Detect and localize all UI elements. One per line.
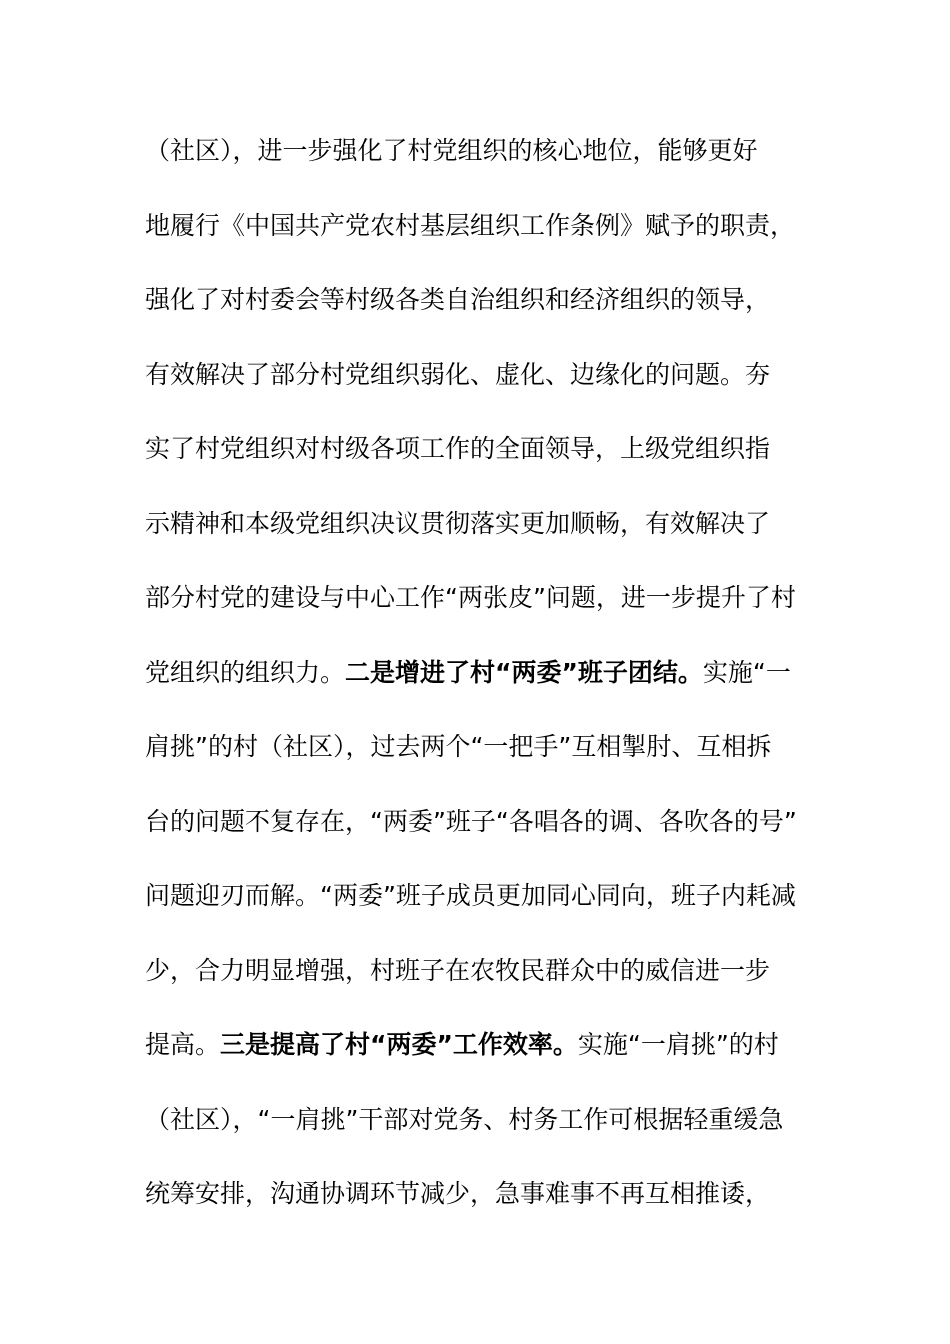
text-line	[145, 426, 810, 501]
text-run: （社区），“一肩挑”干部对党务、村务工作可根据轻重缓急	[145, 1104, 784, 1134]
body-text	[145, 128, 810, 1246]
text-line	[145, 203, 810, 278]
text-run: 部分村党的建设与中心工作“两张皮”问题，进一步提升了村	[145, 583, 796, 612]
text-line	[145, 799, 810, 874]
text-line	[145, 277, 810, 352]
text-line	[145, 128, 810, 203]
text-run: 提高。	[145, 1030, 221, 1059]
text-line	[145, 501, 810, 576]
text-run: 问题迎刃而解。“两委”班子成员更加同心同向，班子内耗减	[145, 881, 796, 910]
text-run: 统筹安排，沟通协调环节减少，急事难事不再互相推诿，	[145, 1179, 771, 1208]
text-run: 示精神和本级党组织决议贯彻落实更加顺畅，有效解决了	[145, 508, 771, 538]
text-line	[145, 1171, 810, 1246]
text-run: 肩挑”的村（社区），过去两个“一把手”互相掣肘、互相拆	[145, 732, 772, 761]
text-line	[145, 352, 810, 427]
text-run: 实施“一肩挑”的村	[577, 1030, 779, 1059]
text-line	[145, 575, 810, 650]
text-line	[145, 1022, 810, 1097]
text-run: 有效解决了部分村党组织弱化、虚化、边缘化的问题。夯	[145, 359, 771, 389]
text-run: 实了村党组织对村级各项工作的全面领导，上级党组织指	[145, 434, 771, 463]
text-line	[145, 948, 810, 1023]
text-line	[145, 873, 810, 948]
text-run: （社区），进一步强化了村党组织的核心地位，能够更好	[145, 136, 758, 165]
text-run: 实施“一	[702, 657, 791, 687]
text-run: 地履行《中国共产党农村基层组织工作条例》赋予的职责，	[145, 210, 796, 240]
text-line	[145, 650, 810, 725]
text-line	[145, 724, 810, 799]
bold-heading-run: 二是增进了村“两委”班子团结。	[345, 657, 703, 687]
text-run: 台的问题不复存在，“两委”班子“各唱各的调、各吹各的号”	[145, 806, 797, 836]
text-run: 党组织的组织力。	[145, 657, 346, 687]
text-run: 强化了对村委会等村级各类自治组织和经济组织的领导，	[145, 285, 771, 314]
bold-heading-run: 三是提高了村“两委”工作效率。	[220, 1030, 578, 1059]
text-run: 少，合力明显增强，村班子在农牧民群众中的威信进一步	[145, 955, 771, 985]
text-line	[145, 1097, 810, 1172]
